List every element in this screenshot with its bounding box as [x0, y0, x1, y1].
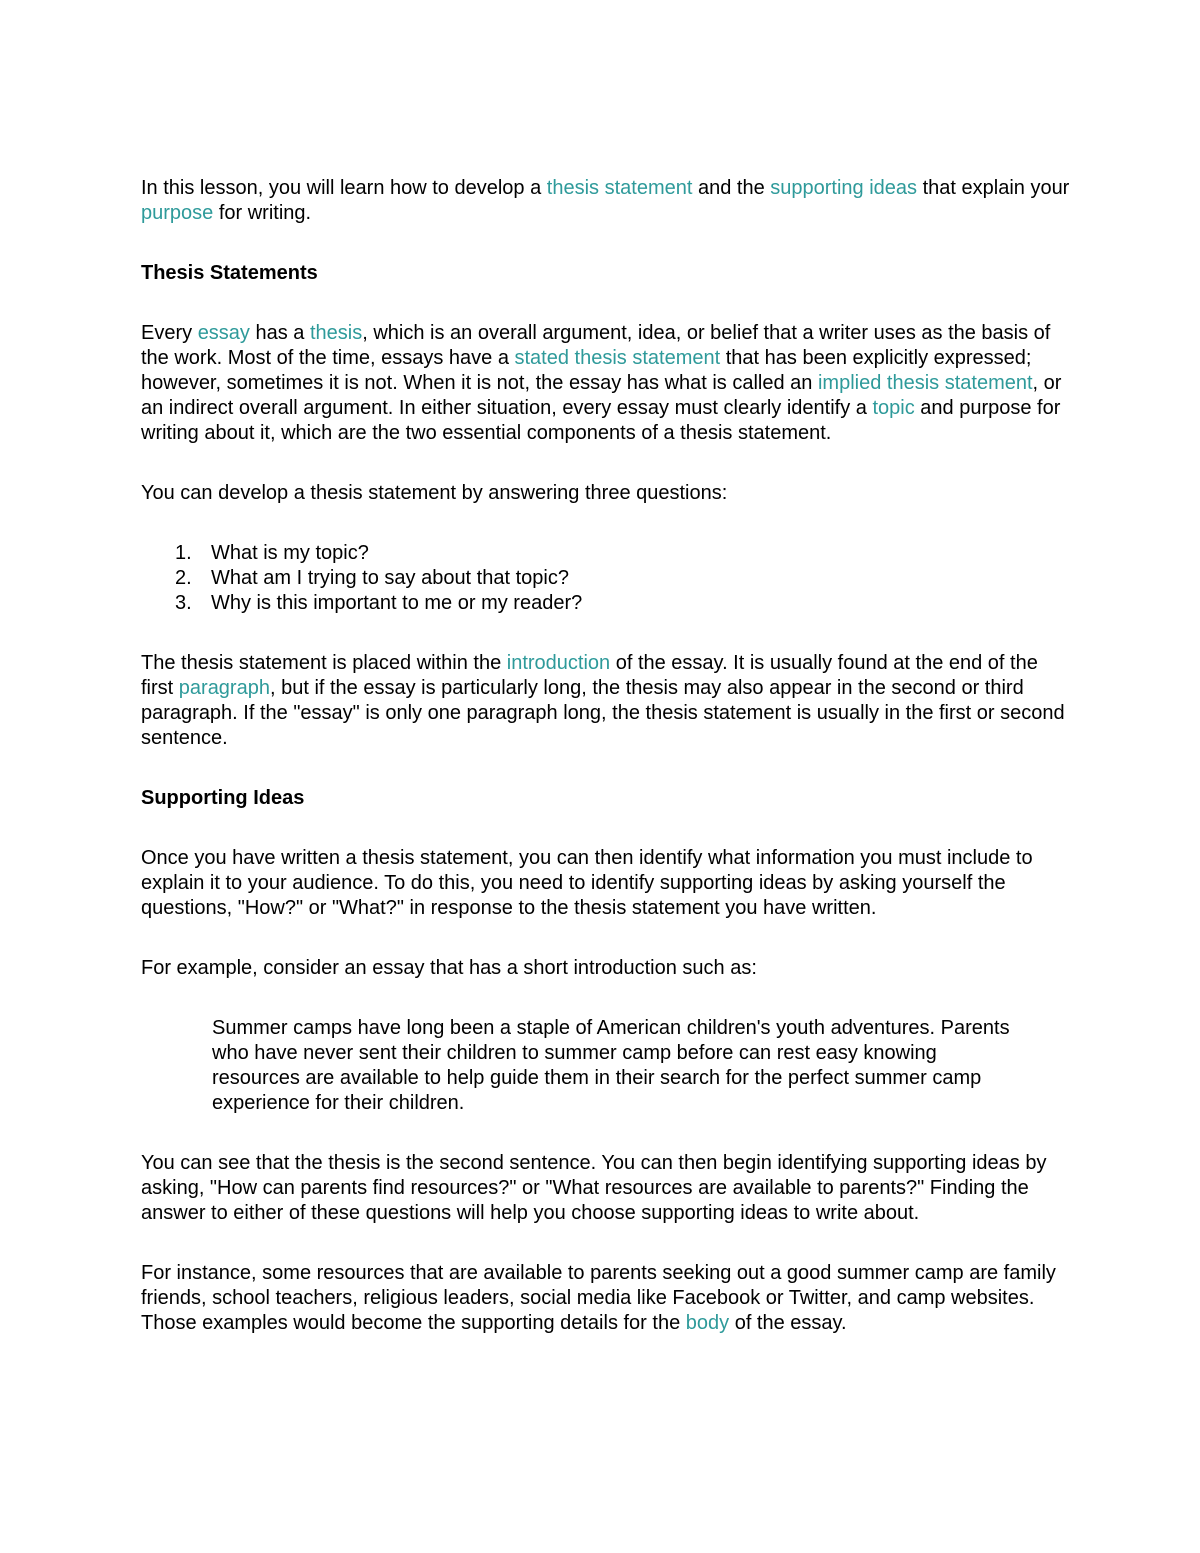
example-quote: Summer camps have long been a staple of American children's youth adventures. Parents who have never sent their children to summer camp before can rest easy knowing resources are available to help guide them in their search for the perfect summer camp experience for their children.	[212, 1017, 1010, 1114]
list-number: 1.	[175, 542, 192, 564]
paragraph-develop: You can develop a thesis statement by answering three questions:	[141, 482, 728, 504]
link-introduction[interactable]: introduction	[506, 652, 611, 674]
paragraph-once: Once you have written a thesis statement, you can then identify what information you must include to explain it to your audience. To do this, you need to identify supporting ideas by asking yourself the questions, "How?" or "What?" in response to the thesis statement you have written.	[141, 847, 1033, 919]
paragraph-instance: For instance, some resources that are available to parents seeking out a good summer camp are family friends, school teachers, religious leaders, social media like Facebook or Twitter, and camp websites. Those examples would become the supporting details for the body of the essay.	[141, 1262, 1056, 1334]
list-item	[141, 566, 1071, 591]
link-thesis[interactable]: thesis	[309, 322, 363, 344]
list-number: 3.	[175, 592, 192, 614]
link-implied-thesis-statement[interactable]: implied thesis statement	[817, 372, 1033, 394]
heading-thesis-statements: Thesis Statements	[141, 262, 318, 284]
heading-supporting-ideas: Supporting Ideas	[141, 787, 305, 809]
link-body[interactable]: body	[685, 1312, 730, 1334]
list-number: 2.	[175, 567, 192, 589]
link-paragraph[interactable]: paragraph	[178, 677, 270, 699]
document-page	[141, 176, 1071, 1336]
list-text: Why is this important to me or my reader?	[211, 592, 583, 614]
link-thesis-statement[interactable]: thesis statement	[546, 177, 693, 199]
link-stated-thesis-statement[interactable]: stated thesis statement	[514, 347, 721, 369]
list-item	[141, 541, 1071, 566]
paragraph-see: You can see that the thesis is the second sentence. You can then begin identifying supporting ideas by asking, "How can parents find resources?" or "What resources are available to parents?" Finding the answer to either of these questions will help you choose supporting ideas to write about.	[141, 1152, 1047, 1224]
paragraph-every-essay: Every essay has a thesis, which is an overall argument, idea, or belief that a writer uses as the basis of the work. Most of the time, essays have a stated thesis statement that has been explicitly expressed; however, sometimes it is not. When it is not, the essay has what is called an implied thesis statement, or an indirect overall argument. In either situation, every essay must clearly identify a topic and purpose for writing about it, which are the two essential components of a thesis statement.	[141, 322, 1062, 444]
intro-paragraph: In this lesson, you will learn how to develop a thesis statement and the supporting ideas that explain your purpose for writing.	[141, 177, 1070, 224]
questions-list	[141, 541, 1071, 616]
paragraph-example: For example, consider an essay that has a short introduction such as:	[141, 957, 757, 979]
link-essay[interactable]: essay	[197, 322, 250, 344]
list-text: What am I trying to say about that topic?	[211, 567, 569, 589]
link-supporting-ideas[interactable]: supporting ideas	[770, 177, 918, 199]
link-topic[interactable]: topic	[872, 397, 915, 419]
paragraph-placement: The thesis statement is placed within the introduction of the essay. It is usually found at the end of the first paragraph, but if the essay is particularly long, the thesis may also appear in the second or third paragraph. If the "essay" is only one paragraph long, the thesis statement is usually in the first or second sentence.	[141, 652, 1065, 749]
link-purpose[interactable]: purpose	[141, 202, 214, 224]
list-item	[141, 591, 1071, 616]
list-text: What is my topic?	[211, 542, 369, 564]
